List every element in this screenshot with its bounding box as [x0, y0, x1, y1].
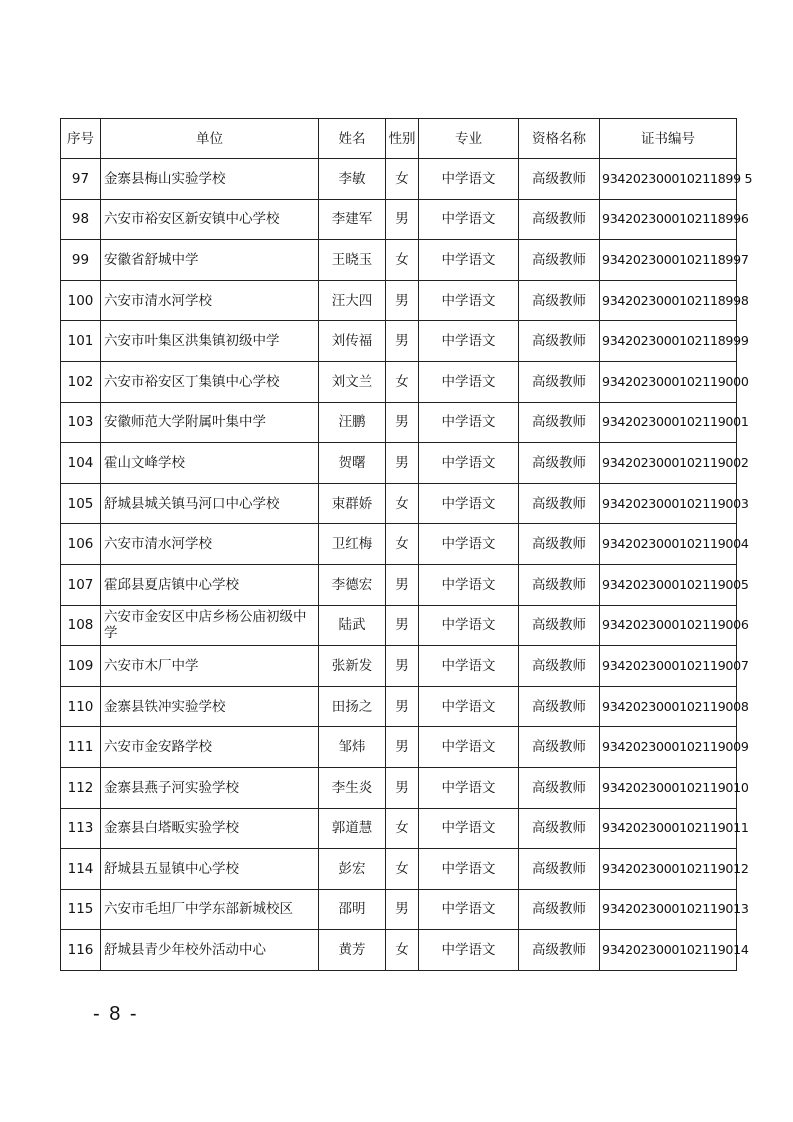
header-name: 姓名 [319, 119, 386, 159]
cell-unit: 六安市毛坦厂中学东部新城校区 [101, 889, 319, 930]
cell-unit: 六安市金安区中店乡杨公庙初级中学 [101, 605, 319, 646]
cell-major: 中学语文 [419, 402, 519, 443]
table-row [61, 199, 737, 240]
cell-name: 李建军 [319, 199, 386, 240]
cell-name: 张新发 [319, 646, 386, 687]
cell-major: 中学语文 [419, 930, 519, 971]
cell-major: 中学语文 [419, 767, 519, 808]
cell-no: 116 [61, 930, 101, 971]
cell-major: 中学语文 [419, 727, 519, 768]
cell-name: 李生炎 [319, 767, 386, 808]
cell-name: 彭宏 [319, 849, 386, 890]
cell-no: 104 [61, 443, 101, 484]
cell-cert: 9342023000102119010 [600, 767, 737, 808]
table-row [61, 767, 737, 808]
cell-unit: 金寨县梅山实验学校 [101, 159, 319, 200]
cell-unit: 安徽省舒城中学 [101, 240, 319, 281]
table-row [61, 849, 737, 890]
cell-no: 115 [61, 889, 101, 930]
teacher-qualification-table [60, 118, 753, 971]
cell-gender: 女 [386, 361, 419, 402]
cell-unit: 舒城县青少年校外活动中心 [101, 930, 319, 971]
header-row [61, 119, 737, 159]
cell-unit: 金寨县铁冲实验学校 [101, 686, 319, 727]
cell-gender: 女 [386, 240, 419, 281]
cell-gender: 女 [386, 808, 419, 849]
cell-name: 邵明 [319, 889, 386, 930]
cell-name: 郭道慧 [319, 808, 386, 849]
cell-no: 110 [61, 686, 101, 727]
header-no: 序号 [61, 119, 101, 159]
table-row [61, 727, 737, 768]
cell-gender: 女 [386, 930, 419, 971]
table-body [61, 159, 753, 971]
cell-name: 卫红梅 [319, 524, 386, 565]
cell-gender: 女 [386, 483, 419, 524]
cell-cert: 9342023000102119006 [600, 605, 737, 646]
cell-cert: 9342023000102119011 [600, 808, 737, 849]
cell-major: 中学语文 [419, 524, 519, 565]
table-row [61, 280, 737, 321]
cell-no: 111 [61, 727, 101, 768]
cell-no: 107 [61, 564, 101, 605]
cell-title: 高级教师 [519, 686, 600, 727]
cell-cert: 9342023000102118997 [600, 240, 737, 281]
cell-cert: 9342023000102119009 [600, 727, 737, 768]
cell-name: 汪大四 [319, 280, 386, 321]
cell-title: 高级教师 [519, 524, 600, 565]
cell-title: 高级教师 [519, 646, 600, 687]
cell-gender: 男 [386, 889, 419, 930]
table-row [61, 524, 737, 565]
cell-gender: 男 [386, 646, 419, 687]
cell-gender: 男 [386, 605, 419, 646]
cell-name: 束群娇 [319, 483, 386, 524]
table-row [61, 361, 737, 402]
header-gender: 性别 [386, 119, 419, 159]
table-row [61, 808, 737, 849]
cell-title: 高级教师 [519, 321, 600, 362]
table-row [61, 483, 737, 524]
table-row [61, 240, 737, 281]
cell-no: 109 [61, 646, 101, 687]
cell-no: 108 [61, 605, 101, 646]
cell-major: 中学语文 [419, 849, 519, 890]
cell-major: 中学语文 [419, 808, 519, 849]
cell-unit: 六安市裕安区新安镇中心学校 [101, 199, 319, 240]
cell-no: 103 [61, 402, 101, 443]
cell-unit: 六安市木厂中学 [101, 646, 319, 687]
cell-major: 中学语文 [419, 443, 519, 484]
cell-unit: 舒城县五显镇中心学校 [101, 849, 319, 890]
cell-name: 刘传福 [319, 321, 386, 362]
cell-name: 田扬之 [319, 686, 386, 727]
cell-no: 100 [61, 280, 101, 321]
cell-title: 高级教师 [519, 402, 600, 443]
cell-title: 高级教师 [519, 240, 600, 281]
cell-major: 中学语文 [419, 564, 519, 605]
table-row [61, 402, 737, 443]
cell-unit: 六安市裕安区丁集镇中心学校 [101, 361, 319, 402]
cell-gender: 男 [386, 767, 419, 808]
cell-cert: 9342023000102119001 [600, 402, 737, 443]
cell-cert: 9342023000102119008 [600, 686, 737, 727]
cell-title: 高级教师 [519, 889, 600, 930]
cell-title: 高级教师 [519, 483, 600, 524]
cell-gender: 男 [386, 686, 419, 727]
cell-gender: 女 [386, 159, 419, 200]
table-row [61, 889, 737, 930]
table-row [61, 605, 737, 646]
cell-unit: 安徽师范大学附属叶集中学 [101, 402, 319, 443]
page-number: - 8 - [93, 1003, 139, 1025]
cell-gender: 男 [386, 280, 419, 321]
cell-name: 贺曙 [319, 443, 386, 484]
cell-no: 97 [61, 159, 101, 200]
cell-gender: 男 [386, 564, 419, 605]
cell-name: 汪鹏 [319, 402, 386, 443]
header-major: 专业 [419, 119, 519, 159]
cell-cert: 9342023000102118999 [600, 321, 737, 362]
cell-major: 中学语文 [419, 280, 519, 321]
cell-cert: 9342023000102119002 [600, 443, 737, 484]
cell-unit: 六安市清水河学校 [101, 280, 319, 321]
cell-title: 高级教师 [519, 808, 600, 849]
cell-name: 李德宏 [319, 564, 386, 605]
cell-unit: 金寨县燕子河实验学校 [101, 767, 319, 808]
cell-unit: 霍山文峰学校 [101, 443, 319, 484]
cell-title: 高级教师 [519, 280, 600, 321]
cell-title: 高级教师 [519, 159, 600, 200]
cell-major: 中学语文 [419, 605, 519, 646]
cell-major: 中学语文 [419, 199, 519, 240]
cell-title: 高级教师 [519, 199, 600, 240]
cell-gender: 男 [386, 402, 419, 443]
cell-cert: 9342023000102119007 [600, 646, 737, 687]
cell-gender: 男 [386, 199, 419, 240]
table-row [61, 321, 737, 362]
cell-gender: 男 [386, 321, 419, 362]
cell-no: 105 [61, 483, 101, 524]
cell-no: 113 [61, 808, 101, 849]
table-row [61, 443, 737, 484]
cell-unit: 六安市叶集区洪集镇初级中学 [101, 321, 319, 362]
cell-unit: 六安市金安路学校 [101, 727, 319, 768]
cell-name: 黄芳 [319, 930, 386, 971]
cell-no: 102 [61, 361, 101, 402]
cell-no: 99 [61, 240, 101, 281]
cell-cert: 9342023000102119012 [600, 849, 737, 890]
cell-title: 高级教师 [519, 849, 600, 890]
cell-title: 高级教师 [519, 443, 600, 484]
cell-no: 112 [61, 767, 101, 808]
cell-cert: 9342023000102119013 [600, 889, 737, 930]
table-row [61, 686, 737, 727]
cell-name: 邹炜 [319, 727, 386, 768]
cell-major: 中学语文 [419, 361, 519, 402]
cell-name: 王晓玉 [319, 240, 386, 281]
cell-major: 中学语文 [419, 483, 519, 524]
cell-gender: 女 [386, 849, 419, 890]
cell-cert: 9342023000102119003 [600, 483, 737, 524]
table-row [61, 159, 737, 200]
cell-title: 高级教师 [519, 767, 600, 808]
cell-title: 高级教师 [519, 930, 600, 971]
cell-gender: 男 [386, 727, 419, 768]
table-row [61, 930, 737, 971]
cell-cert: 934202300010211899 5 [600, 159, 737, 200]
cell-name: 刘文兰 [319, 361, 386, 402]
cell-cert: 9342023000102119000 [600, 361, 737, 402]
cell-unit: 金寨县白塔畈实验学校 [101, 808, 319, 849]
cell-major: 中学语文 [419, 646, 519, 687]
cell-no: 114 [61, 849, 101, 890]
cell-cert: 9342023000102119005 [600, 564, 737, 605]
cell-unit: 霍邱县夏店镇中心学校 [101, 564, 319, 605]
cell-gender: 男 [386, 443, 419, 484]
cell-name: 陆武 [319, 605, 386, 646]
cell-major: 中学语文 [419, 159, 519, 200]
cell-cert: 9342023000102118996 [600, 199, 737, 240]
cell-no: 101 [61, 321, 101, 362]
header-cert: 证书编号 [600, 119, 737, 159]
cell-gender: 女 [386, 524, 419, 565]
cell-cert: 9342023000102119014 [600, 930, 737, 971]
cell-unit: 舒城县城关镇马河口中心学校 [101, 483, 319, 524]
cell-major: 中学语文 [419, 321, 519, 362]
cell-major: 中学语文 [419, 240, 519, 281]
cell-cert: 9342023000102119004 [600, 524, 737, 565]
header-title: 资格名称 [519, 119, 600, 159]
table-row [61, 646, 737, 687]
cell-title: 高级教师 [519, 605, 600, 646]
cell-title: 高级教师 [519, 564, 600, 605]
cell-major: 中学语文 [419, 889, 519, 930]
cell-cert: 9342023000102118998 [600, 280, 737, 321]
cell-major: 中学语文 [419, 686, 519, 727]
table-row [61, 564, 737, 605]
cell-title: 高级教师 [519, 361, 600, 402]
cell-title: 高级教师 [519, 727, 600, 768]
cell-no: 106 [61, 524, 101, 565]
cell-no: 98 [61, 199, 101, 240]
cell-unit: 六安市清水河学校 [101, 524, 319, 565]
header-unit: 单位 [101, 119, 319, 159]
cell-name: 李敏 [319, 159, 386, 200]
